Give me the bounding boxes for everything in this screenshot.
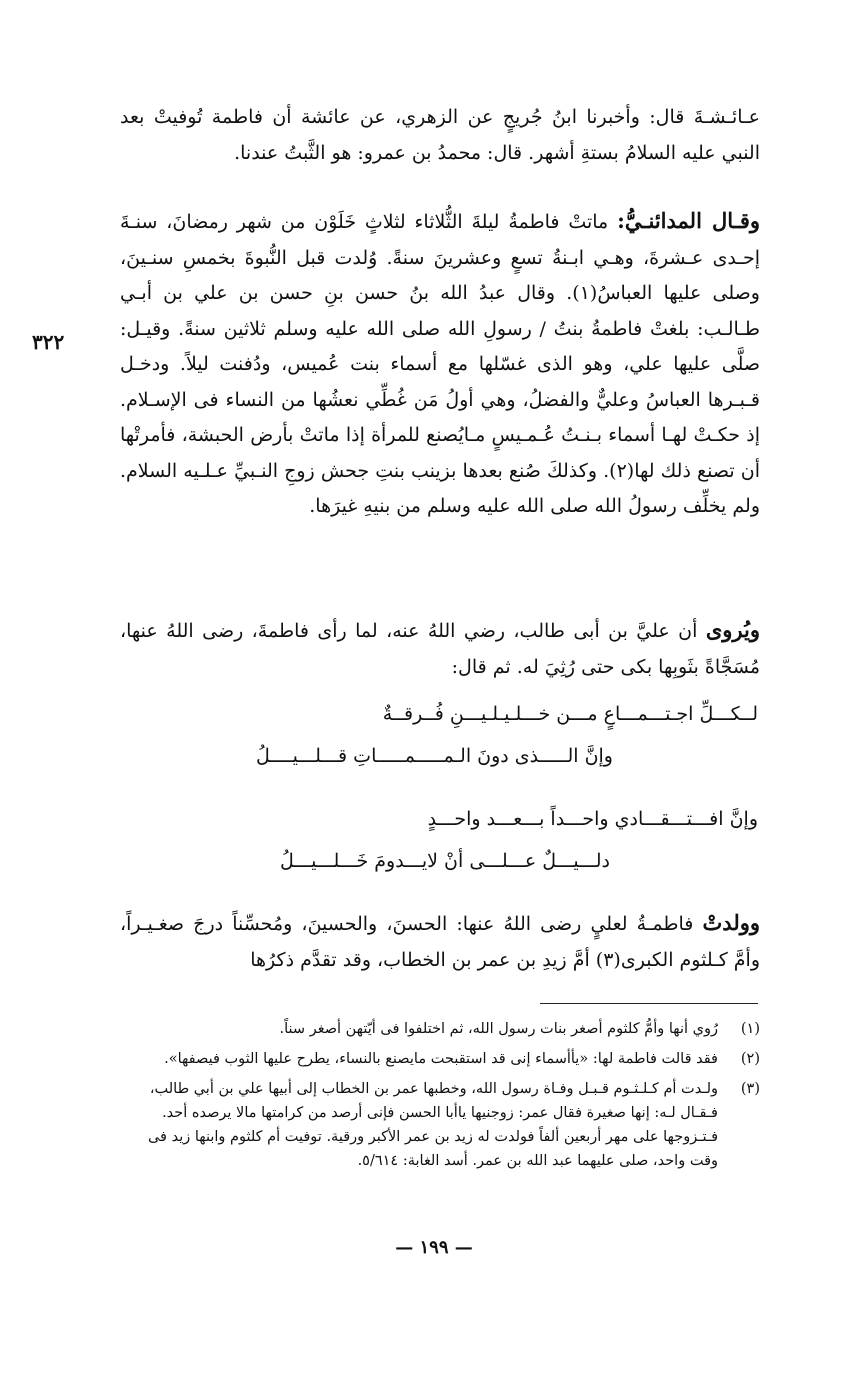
paragraph-4 [120, 905, 760, 978]
paragraph-1-text: عـائـشـةَ قال: وأخبرنا ابنُ جُريجٍ عن الزهري، عن عائشة أن فاطمة تُوفيتْ بعد النبي عليه السلامُ بستةِ أشهر. قال: محمدُ بن عمرو: هو الثَّبتُ عندنا. [120, 106, 760, 164]
paragraph-4-lead: وولدتْ [702, 910, 761, 935]
verse-1-first-hemistich: لــكـــلِّ اجـتـــمـــاعٍ مـــن خـــلـيـلـيـــنِ فُــرقــةٌ [382, 703, 758, 725]
footnote-1-text: رُوي أنها وأمُّ كلثوم أصغر بنات رسول الله، ثم اختلفوا فى أيّتهن أصغر سناً. [279, 1021, 718, 1037]
paragraph-1 [120, 100, 760, 171]
footnote-1 [120, 1017, 760, 1041]
paragraph-4-text: فاطمـةُ لعليٍ رضى اللهُ عنها: الحسنَ، والحسينَ، ومُحسِّناً درجَ صغـيـراً، وأمَّ كـلثوم الكبرى(٣) أمَّ زيدِ بن عمر بن الخطاب، وقد تقدَّم ذكرُها [120, 913, 760, 971]
paragraph-3 [120, 612, 760, 685]
paragraph-2-lead: وقـال المدائنـيُّ: [617, 208, 760, 233]
verse-2-first-hemistich: وإنَّ افـــتـــقـــادي واحـــداً بـــعـــد واحـــدٍ [427, 808, 758, 830]
paragraph-3-text: أن عليَّ بن أبى طالب، رضي اللهُ عنه، لما رأى فاطمةَ، رضى اللهُ عنها، مُسَجَّاةً بثَوبِها بكى حتى رُثِيَ له. ثم قال: [120, 620, 760, 678]
footnote-3-number: (٣) [740, 1081, 760, 1097]
verse-1-second-hemistich: وإنَّ الـــــذى دونَ الـمـــــمـــــاتِ قـــلـــيــــلُ [255, 745, 613, 767]
footnote-3 [120, 1077, 760, 1173]
footnote-separator [540, 1003, 758, 1004]
footnote-2-number: (٢) [740, 1051, 760, 1067]
paragraph-2 [120, 203, 760, 525]
footnote-3-text: ولـدت أم كـلـثـوم قـبـل وفـاة رسول الله، وخطبها عمر بن الخطاب إلى أبيها علي بن أبي طالب، فـقـال لـه: إنها صغيرة فقال عمر: زوجنيها ياأبا الحسن فإنى أرصد من كرامتها مالا يرصده أحد. فـتـزوجها على مهر أربعين ألفاً فولدت له زيد بن عمر الأكبر ورقية. توفيت أم كلثوم وابنها زيد فى وقت واحد، صلى عليهما عبد الله بن عمر. أسد الغابة: ٥/٦١٤. [147, 1081, 718, 1169]
footnote-1-number: (١) [740, 1021, 760, 1037]
footnote-2 [120, 1047, 760, 1071]
margin-page-number: ٣٢٢ [32, 330, 65, 354]
footnote-2-text: فقد قالت فاطمة لها: «يأأسماء إنى قد استقبحت مايصنع بالنساء، يطرح عليها الثوب فيصفها». [164, 1051, 718, 1067]
paragraph-2-text: ماتتْ فاطمةُ ليلةَ الثُّلاثاء لثلاثٍ خَلَوْن من شهر رمضانَ، سنـةَ إحـدى عـشرةَ، وهـي ابـنةُ تسعٍ وعشرينَ سنةً. وُلدت قبل النُّبوةَ بخمسِ سنـينَ، وصلى عليها العباسُ(١). وقال عبدُ الله بنُ حسن بنِ حسن بن علي بن أبـي طـالـب: بلغتْ فاطمةُ بنتُ / رسولِ الله صلى الله عليه وسلم ثلاثين سنةً. وقيـل: صلَّى عليها علي، وهو الذى غسّلها مع أسماء بنت عُميس، ودُفنت ليلاً. ودخـل قـبـرها العباسُ وعليٌّ والفضلُ، وهي أولُ مَن غُطِّي نعشُها من النساء فى الإسـلام. إذ حكـتْ لهـا أسماء بـنـتُ عُـمـيسٍ مـايُصنع للمرأة إذا ماتتْ بأرض الحبشة، فأمرتْها أن تصنع ذلك لها(٢). وكذلكَ صُنع بعدها بزينب بنتِ جحش زوجِ النـبيِّ عـلـيه السلام. ولم يخلِّف رسولُ الله صلى الله عليه وسلم من بنيهِ غيرَها. [120, 211, 760, 517]
paragraph-3-lead: ويُروى [705, 617, 760, 642]
page-number: — ١٩٩ — [395, 1237, 473, 1258]
verse-2-second-hemistich: دلـــيـــلٌ عـــلـــى أنْ لايـــدومَ خَـــلـــيـــلُ [279, 850, 610, 872]
